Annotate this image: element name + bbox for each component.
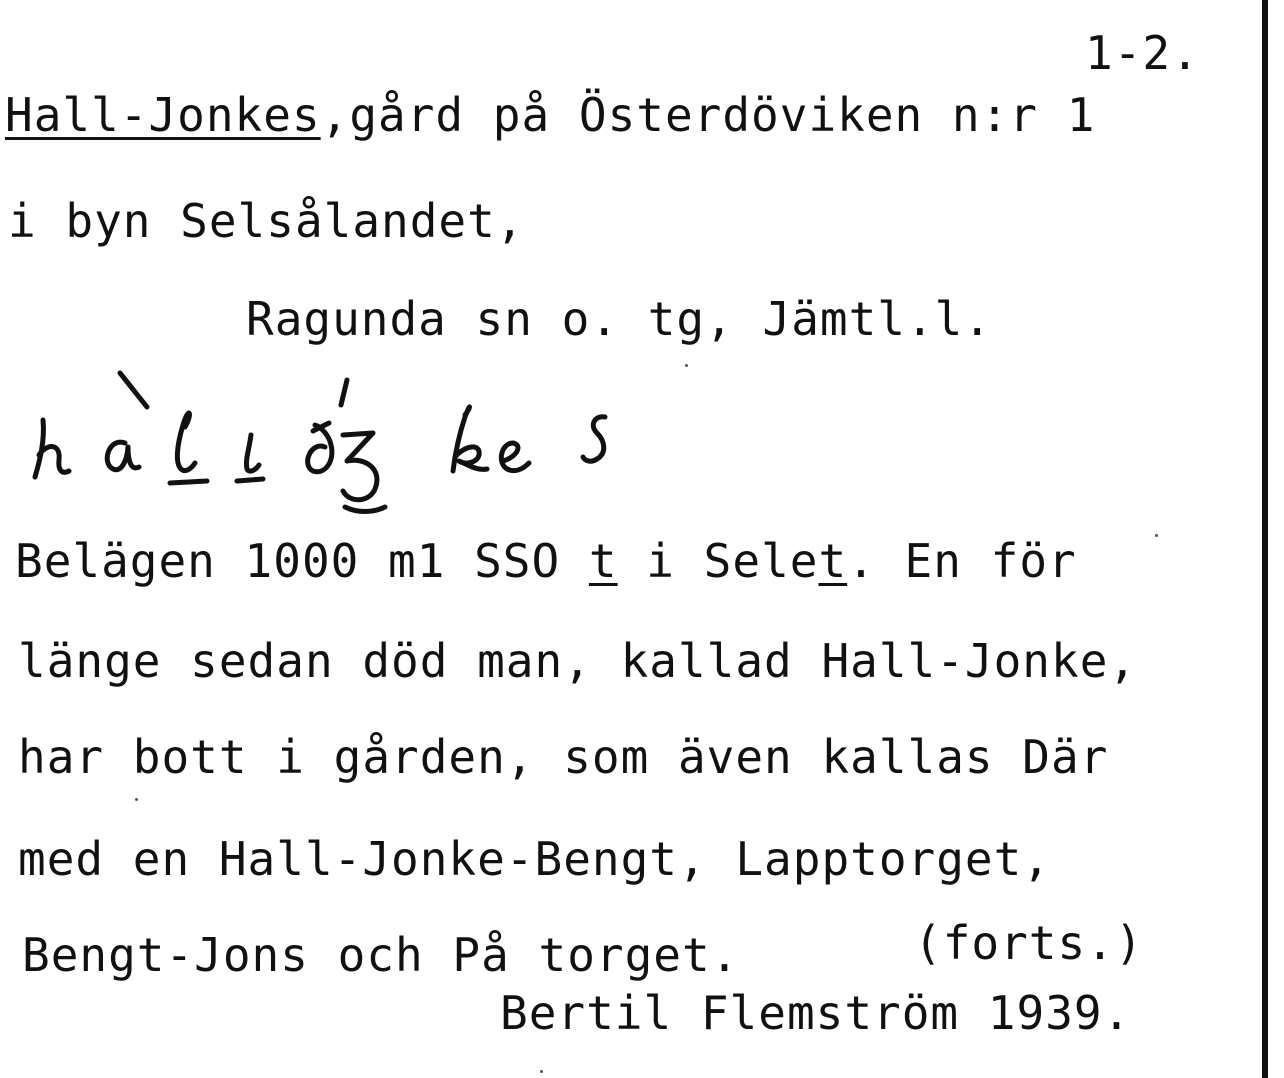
scan-speck — [685, 364, 688, 367]
phonetic-transcription — [25, 365, 625, 529]
underlined-t-selet: t — [818, 534, 848, 588]
body-line-1-part-a: Belägen 1000 m1 SSO — [15, 534, 589, 588]
body-line-2: länge sedan död man, kallad Hall-Jonke, — [18, 634, 1138, 688]
card-number: 1-2. — [1085, 26, 1200, 80]
body-line-4: med en Hall-Jonke-Bengt, Lapptorget, — [18, 832, 1051, 886]
village-line: i byn Selsålandet, — [8, 194, 525, 248]
heading-line — [5, 88, 1096, 142]
body-line-5-text: Bengt-Jons och På torget. — [22, 928, 740, 982]
parish-line: Ragunda sn o. tg, Jämtl.l. — [246, 292, 993, 346]
signature: Bertil Flemström 1939. — [500, 986, 1132, 1040]
body-line-1-part-c: . En för — [847, 534, 1077, 588]
heading-rest: ,gård på Österdöviken n:r 1 — [320, 88, 1096, 142]
body-line-1 — [15, 534, 1077, 588]
body-line-1-part-b: i Sele — [617, 534, 819, 588]
handwritten-phonetic-drawing — [25, 365, 625, 525]
scan-speck — [1155, 534, 1158, 537]
body-line-5 — [22, 916, 1144, 982]
continuation-note: (forts.) — [914, 916, 1144, 970]
body-line-3: har bott i gården, som även kallas Där — [18, 730, 1109, 784]
underlined-t: t — [588, 534, 618, 588]
scan-speck — [135, 798, 138, 801]
card-edge-line — [1262, 0, 1268, 1078]
place-name: Hall-Jonkes — [5, 88, 321, 142]
scan-speck — [540, 1070, 543, 1073]
